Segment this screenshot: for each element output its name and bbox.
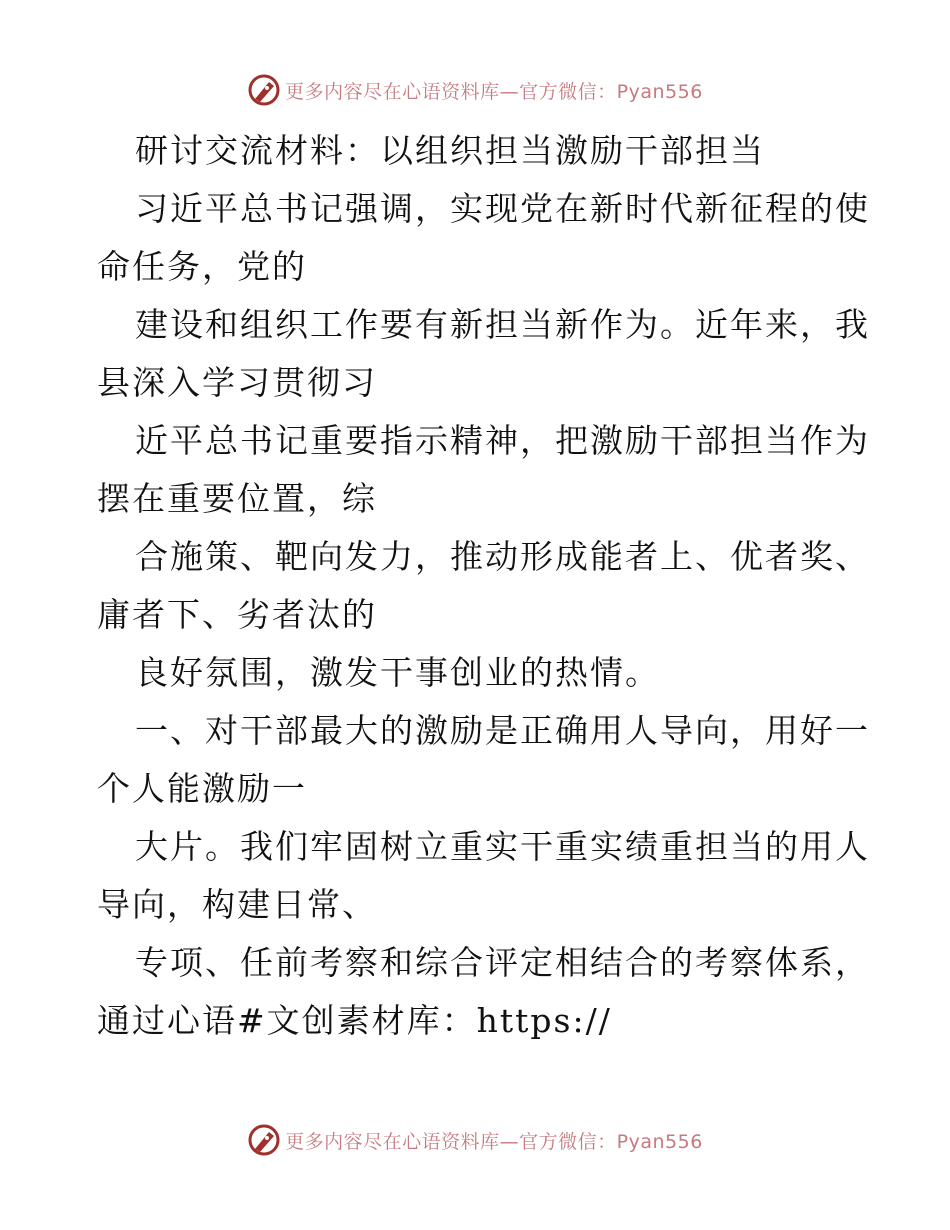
banner-text (285, 77, 703, 104)
paragraph-line: 庸者下、劣者汰的 (97, 595, 377, 634)
paragraph-line: 县深入学习贯彻习 (97, 363, 377, 402)
paragraph-line: 摆在重要位置，综 (97, 479, 377, 518)
paragraph-line: 命任务，党的 (97, 247, 307, 286)
section-heading-line: 一、对干部最大的激励是正确用人导向，用好一 (135, 711, 870, 750)
paragraph-line: 建设和组织工作要有新担当新作为。近年来，我 (135, 305, 870, 344)
banner-slogan: 更多内容尽在心语资料库—官方微信： (285, 1130, 617, 1153)
footer-banner (0, 1120, 950, 1160)
paragraph-line: 近平总书记重要指示精神，把激励干部担当作为 (135, 421, 870, 460)
wechat-id: Pyan556 (616, 80, 703, 103)
paragraph-line: 合施策、靶向发力，推动形成能者上、优者奖、 (135, 537, 870, 576)
pen-nib-circle-icon (247, 73, 281, 107)
header-banner (0, 70, 950, 110)
paragraph-line: 大片。我们牢固树立重实干重实绩重担当的用人 (135, 827, 870, 866)
document-body (97, 122, 870, 1050)
paragraph-line: 个人能激励一 (97, 769, 307, 808)
pen-nib-circle-icon (247, 1123, 281, 1157)
paragraph-line: 习近平总书记强调，实现党在新时代新征程的使 (135, 189, 870, 228)
banner-text (285, 1127, 703, 1154)
document-title: 研讨交流材料：以组织担当激励干部担当 (135, 131, 765, 170)
paragraph-line: 专项、任前考察和综合评定相结合的考察体系， (135, 943, 870, 982)
paragraph-line: 通过心语#文创素材库：https:// (97, 1001, 612, 1040)
paragraph-line: 良好氛围，激发干事创业的热情。 (135, 653, 660, 692)
paragraph-line: 导向，构建日常、 (97, 885, 377, 924)
banner-slogan: 更多内容尽在心语资料库—官方微信： (285, 80, 617, 103)
wechat-id: Pyan556 (616, 1130, 703, 1153)
